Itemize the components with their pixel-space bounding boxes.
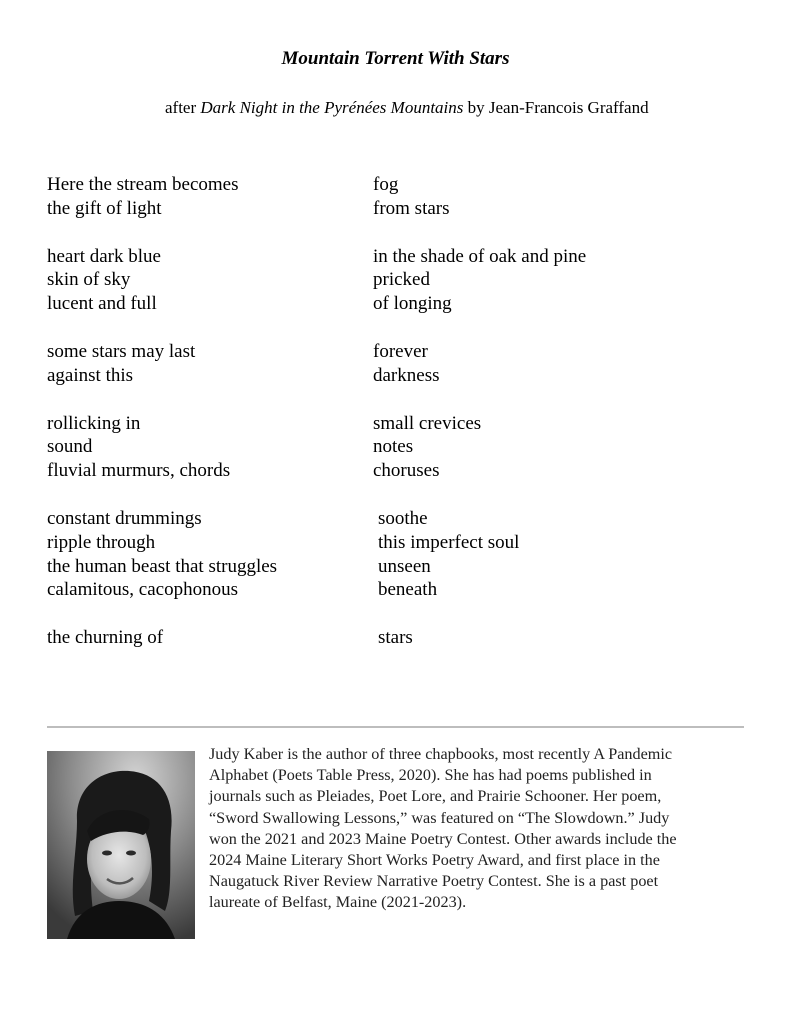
epigraph-work-title: Dark Night in the Pyrénées Mountains	[200, 98, 464, 117]
poem-line-right: forever	[373, 340, 428, 362]
bio-line: Naugatuck River Review Narrative Poetry Contest. She is a past poet	[209, 872, 659, 891]
poem-stanza	[47, 173, 747, 221]
poem-line-left: skin of sky	[47, 269, 131, 291]
poem-line	[47, 173, 747, 197]
poem-line-right: soothe	[378, 507, 428, 529]
poem-line-right: in the shade of oak and pine	[373, 245, 587, 267]
poem-line	[47, 626, 747, 650]
poem-line	[47, 507, 747, 531]
poem-line	[47, 245, 747, 269]
poem-line-right: of longing	[373, 293, 452, 315]
bio-line: laureate of Belfast, Maine (2021-2023).	[209, 893, 467, 912]
poem-line-right: unseen	[378, 555, 431, 577]
poem-line-left: Here the stream becomes	[47, 174, 239, 195]
epigraph-prefix: after	[165, 98, 201, 117]
poem-line	[47, 578, 747, 602]
poem-line-right: darkness	[373, 364, 440, 386]
author-bio	[209, 744, 739, 914]
bio-line: 2024 Maine Literary Short Works Poetry Award, and first place in the	[209, 851, 660, 870]
poem-line-right: this imperfect soul	[378, 531, 520, 553]
poem-epigraph	[165, 96, 649, 120]
poem-line	[47, 292, 747, 316]
poem-line-left: calamitous, cacophonous	[47, 579, 239, 601]
poem-line-left: lucent and full	[47, 293, 157, 315]
poem-line	[47, 364, 747, 388]
poem-line-left: the churning of	[47, 627, 164, 649]
poem-line-left: fluvial murmurs, chords	[47, 460, 231, 482]
epigraph-suffix: by Jean-Francois Graffand	[463, 98, 649, 117]
poem-line-left: ripple through	[47, 531, 156, 553]
poem-line-right: notes	[373, 436, 414, 458]
poem-title-text: Mountain Torrent With Stars	[281, 48, 510, 69]
poem-line-left: heart dark blue	[47, 245, 161, 267]
poem-line-left: the human beast that struggles	[47, 555, 278, 577]
author-photo	[47, 751, 195, 939]
bio-line: “Sword Swallowing Lessons,” was featured on “The Slowdown.” Judy	[209, 808, 670, 827]
poem-line-left: some stars may last	[47, 340, 196, 362]
poem-line-left: constant drummings	[47, 507, 202, 529]
bio-line: journals such as Pleiades, Poet Lore, and Prairie Schooner. Her poem,	[209, 787, 662, 806]
poem-line-right: choruses	[373, 460, 440, 482]
poem-line-left: sound	[47, 436, 93, 458]
poem-stanza	[47, 340, 747, 388]
poem-line-right: fog	[373, 174, 399, 195]
poem-line	[47, 197, 747, 221]
bio-line: Judy Kaber is the author of three chapbooks, most recently A Pandemic	[209, 745, 673, 763]
poem-line	[47, 268, 747, 292]
poem-stanza	[47, 507, 747, 602]
section-divider	[47, 726, 744, 728]
poem-line-right: small crevices	[373, 412, 482, 434]
bio-line: Alphabet (Poets Table Press, 2020). She has had poems published in	[209, 766, 652, 785]
poem-line-left: the gift of light	[47, 197, 162, 219]
poem-line-right: pricked	[373, 269, 430, 291]
poem-stanza	[47, 245, 747, 316]
poem-line	[47, 340, 747, 364]
poem-line-right: from stars	[373, 197, 450, 219]
poem-body	[47, 173, 747, 674]
bio-line: won the 2021 and 2023 Maine Poetry Contest. Other awards include the	[209, 829, 677, 848]
poem-title	[0, 46, 791, 72]
poem-stanza	[47, 412, 747, 483]
poem-line-right: stars	[378, 627, 413, 649]
poem-line	[47, 412, 747, 436]
author-portrait-icon	[47, 751, 195, 939]
poem-line	[47, 459, 747, 483]
poem-line-left: against this	[47, 364, 134, 386]
poem-line	[47, 531, 747, 555]
poem-line	[47, 555, 747, 579]
poem-line-right: beneath	[378, 579, 438, 601]
poem-line-left: rollicking in	[47, 412, 141, 434]
poem-stanza	[47, 626, 747, 650]
poem-line	[47, 435, 747, 459]
